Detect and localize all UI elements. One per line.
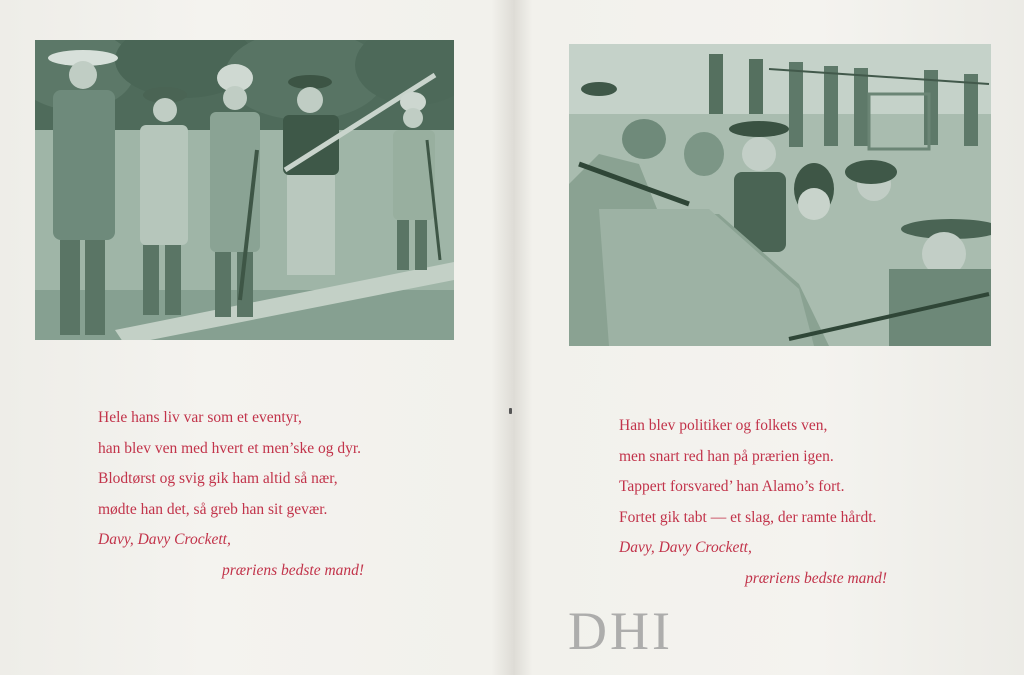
verse-line: men snart red han på prærien igen. xyxy=(619,447,834,465)
refrain-line-indented: præriens bedste mand! xyxy=(745,569,888,587)
left-verse xyxy=(98,403,364,586)
refrain-line-indented: præriens bedste mand! xyxy=(222,561,365,579)
verse-line: Fortet gik tabt — et slag, der ramte hårdt. xyxy=(619,508,877,526)
dhi-watermark: DHI xyxy=(568,601,673,661)
verse-line: Tappert forsvared’ han Alamo’s fort. xyxy=(619,478,845,495)
right-verse xyxy=(619,411,887,594)
right-page xyxy=(512,0,1024,675)
verse-line: Blodtørst og svig gik ham altid så nær, xyxy=(98,470,338,487)
left-photo-frontiersmen xyxy=(35,40,454,340)
verse-line: mødte han det, så greb han sit gevær. xyxy=(98,500,328,518)
refrain-line: Davy, Davy Crockett, xyxy=(619,539,752,556)
verse-line: Han blev politiker og folkets ven, xyxy=(619,417,828,434)
right-photo-alamo-defenders xyxy=(569,44,991,346)
verse-line: Hele hans liv var som et eventyr, xyxy=(98,409,302,426)
verse-line: han blev ven med hvert et men’ske og dyr. xyxy=(98,439,362,457)
refrain-line: Davy, Davy Crockett, xyxy=(98,531,231,548)
